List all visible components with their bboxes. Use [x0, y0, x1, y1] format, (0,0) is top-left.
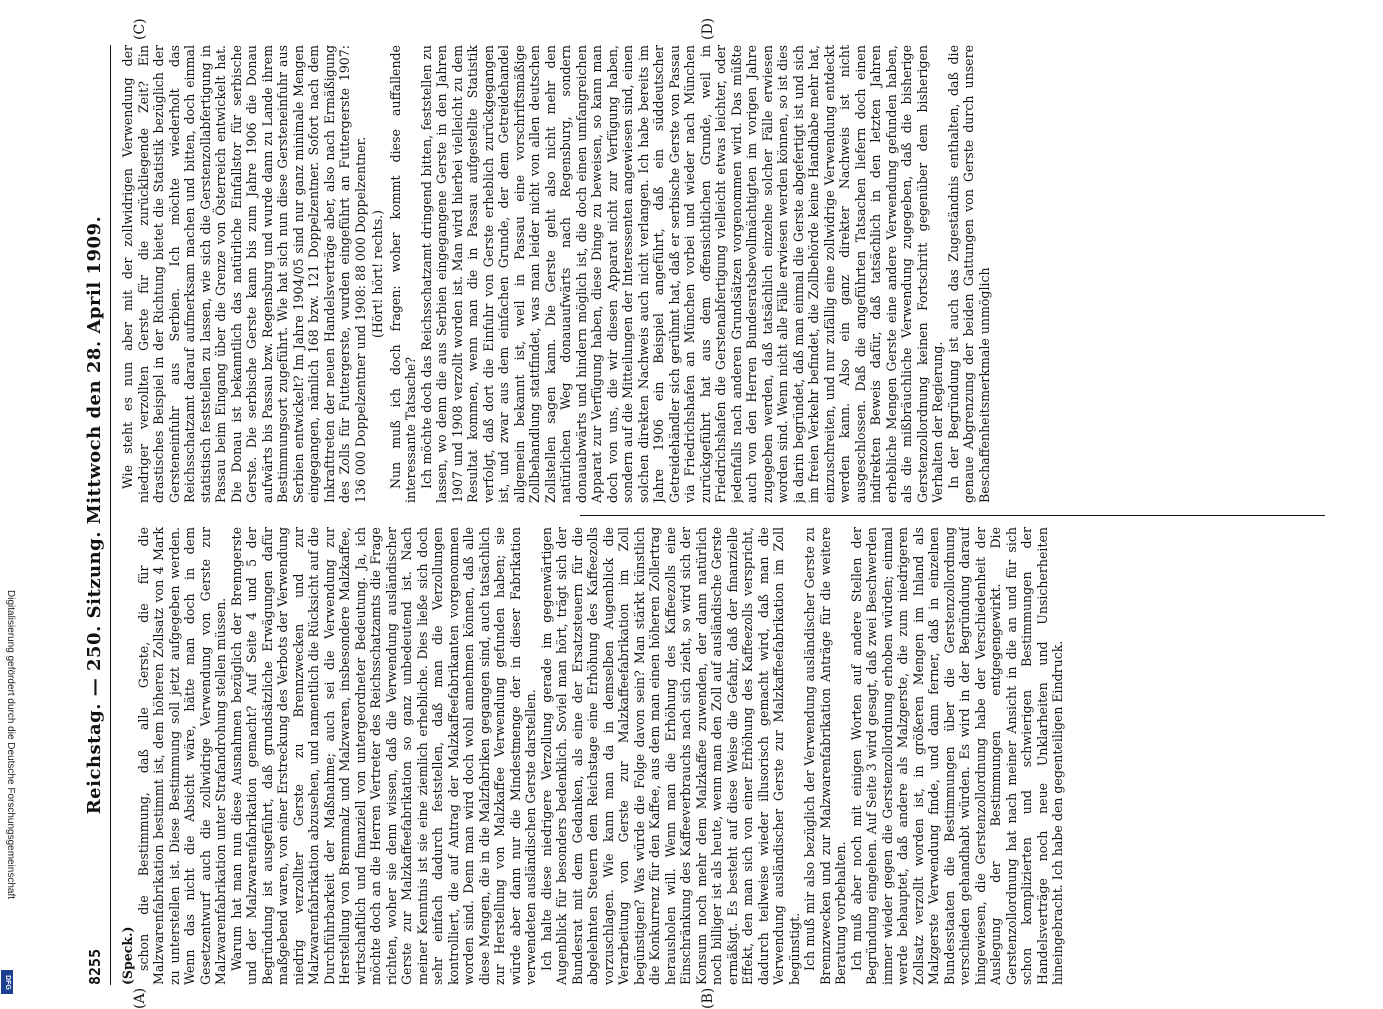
- page-number: 8255: [86, 948, 104, 985]
- margin-mark-b: (B): [700, 987, 716, 1009]
- credit-text: Digitalisierung gefördert durch die Deutsche Forschungsgemeinschaft: [5, 590, 16, 900]
- column-divider: [580, 515, 1325, 516]
- dfg-logo-icon: [1, 970, 13, 994]
- margin-mark-a: (A): [132, 987, 148, 1009]
- margin-mark-d: (D): [700, 17, 716, 40]
- right-column: [120, 45, 1325, 503]
- page-title: Reichstag. — 250. Sitzung. Mittwoch den 28. April 1909.: [84, 215, 105, 815]
- paragraph: Ich muß mir also bezüglich der Verwendung ausländischer Gerste zu Brennzwecken und zur Malzwarenfabrikation Anträge für die weitere Beratung vorbehalten.: [802, 527, 848, 985]
- left-column: [120, 527, 1325, 985]
- page-header: [80, 45, 111, 985]
- paragraph: Ich muß aber noch mit einigen Worten auf andere Stellen der Begründung eingehen. Auf Seite 3 wird gesagt, daß zwei Beschwerden immer wieder gegen die Gerstenzollordnung erhoben würden; einmal werde behauptet, daß andere als Malzgerste, die zum niedrigeren Zollsatz verzollt worden ist, in größeren Mengen im Inland als Malzgerste Verwendung finde, und dann ferner, daß in einzelnen Bundesstaaten die Bestimmungen über die Gerstenzollordnung verschieden gehandhabt würden. Es wird in der Begründung darauf hingewiesen, die Gerstenzollordnung habe der Verschiedenheit der Auslegung der Bestimmungen entgegengewirkt. Die Gerstenzollordnung hat nach meiner Ansicht in die an und für sich schon komplizierten und schwierigen Bestimmungen der Handelsverträge noch neue Unklarheiten und Unsicherheiten hineingebracht. Ich habe den gegenteiligen Eindruck.: [848, 527, 1065, 985]
- dfg-logo-text: DFG: [3, 974, 11, 990]
- document-page: [80, 17, 1330, 1009]
- paragraph: Wie steht es nun aber mit der zollwidrigen Verwendung der niedriger verzollten Gerste für die zurückliegende Zeit? Ein drastisches Beispiel in der Richtung bietet die Statistik bezüglich der Gersteneinfuhr aus Serbien. Ich möchte wiederholt das Reichsschatzamt darauf aufmerksam machen und bitten, doch einmal statistisch feststellen zu lassen, wie sich die Gerstenzollabfertigung in Passau beim Eingang über die Grenze von Österreich entwickelt hat. Die Donau ist bekanntlich das natürliche Einfallstor für serbische Gerste. Die serbische Gerste kann bis zum Jahre 1906 die Donau aufwärts bis Passau bzw. Regensburg und wurde dann zu Lande ihrem Bestimmungsort zugeführt. Wie hat sich nun diese Gersteneinfuhr aus Serbien entwickelt? Im Jahre 1904/05 sind nur ganz minimale Mengen eingegangen, nämlich 168 bzw. 121 Doppelzentner. Sofort nach dem Inkrafttreten der neuen Handelsverträge aber, also nach Ermäßigung des Zolls für Futtergerste, wurden eingeführt an Futtergerste 1907: 136 000 Doppelzentner und 1908: 88 000 Doppelzentner.: [120, 45, 368, 503]
- paragraph: Ich halte diese niedrigere Verzollung gerade im gegenwärtigen Augenblick für besonders bedenklich. Soviel man hört, trägt sich der Bundesrat mit dem Gedanken, als eine der Ersatzsteuern für die abgelehnten Steuern dem Reichstage eine Erhöhung des Kaffeezolls vorzuschlagen. Wie kann man da in demselben Augenblick die Verarbeitung von Gerste zur Malzkaffeefabrikation im Zoll begünstigen? Was würde die Folge davon sein? Man stärkt künstlich die Konkurrenz für den Kaffee, aus dem man einen höheren Zollertrag herausholen will. Wenn man die Erhöhung des Kaffeezolls eine Einschränkung des Kaffeeverbrauchs nach sich zieht, so wird sich der Konsum noch mehr dem Malzkaffee zuwenden, der dann natürlich noch billiger ist als heute, wenn man den Zoll auf ausländische Gerste ermäßigt. Es besteht auf diese Weise die Gefahr, daß der finanzielle Effekt, den man sich von einer Erhöhung des Kaffeezolls verspricht, dadurch teilweise wieder illusorisch gemacht wird, daß man die Verwendung ausländischer Gerste zur Malzkaffeefabrikation im Zoll begünstigt.: [538, 527, 802, 985]
- speaker-name: (Speck.): [120, 926, 135, 985]
- paragraph: Warum hat man nun diese Ausnahmen bezüglich der Brenngerste und der Malzwarenfabrikation gemacht? Auf Seite 4 und 5 der Begründung ist ausgeführt, daß grundsätzliche Erwägungen dafür maßgebend waren, von einer Erstreckung des Verbots der Verwendung niedrig verzollter Gerste zu Brennzwecken und zur Malzwarenfabrikation abzusehen, und namentlich die Rücksicht auf die Durchführbarkeit der Maßnahme; auch sei die Verwendung zur Herstellung von Brennmalz und Malzwaren, insbesondere Malzkaffee, wirtschaftlich und finanziell von untergeordneter Bedeutung. Ja, ich möchte doch an die Herren Vertreter des Reichsschatzamts die Frage richten, woher sie denn wissen, daß die Verwendung ausländischer Gerste zur Malzkaffeefabrikation so ganz unbedeutend ist. Nach meiner Kenntnis ist sie eine ziemlich erhebliche. Dies ließe sich doch sehr einfach dadurch feststellen, daß man die Verzollungen kontrolliert, die auf Antrag der Malzkaffeefabrikanten vorgenommen worden sind. Denn man wird doch wohl annehmen können, daß alle diese Mengen, die in die Malzfabriken gegangen sind, auch tatsächlich zur Herstellung von Malzkaffee Verwendung gefunden haben; sie würde aber dann nur die Mindestmenge der in dieser Fabrikation verwendeten ausländischen Gerste darstellen.: [228, 527, 538, 985]
- margin-mark-c: (C): [132, 18, 148, 40]
- paragraph: Nun muß ich doch fragen: woher kommt diese auffallende interessante Tatsache?: [387, 45, 418, 503]
- interjection: (Hört! hört! rechts.): [370, 209, 385, 339]
- paragraph: Ich möchte doch das Reichsschatzamt dringend bitten, feststellen zu lassen, wo denn die aus Serbien eingegangene Gerste in den Jahren 1907 und 1908 verzollt worden ist. Man wird hierbei vielleicht zu dem Resultat kommen, wenn man die in Passau aufgestellte Statistik verfolgt, daß dort die Einfuhr von Gerste erheblich zurückgegangen ist, und zwar aus dem einfachen Grunde, der dem Getreidehandel allgemein bekannt ist, weil in Passau eine vorschriftsmäßige Zollbehandlung stattfindet, was man leider nicht von allen deutschen Zollstellen sagen kann. Die Gerste geht also nicht mehr den natürlichen Weg donauaufwärts nach Regensburg, sondern donauabwärts und hindern möglich ist, die doch einen umfangreichen Apparat zur Verfügung haben, diese Dinge zu beweisen, so kann man doch von uns, die wir diesen Apparat nicht zur Verfügung haben, sondern auf die Mitteilungen der Interessenten angewiesen sind, einen solchen direkten Nachweis auch nicht verlangen. Ich habe bereits im Jahre 1906 ein Beispiel angeführt, daß ein süddeutscher Getreidehändler sich gerühmt hat, daß er serbische Gerste von Passau via Friedrichshafen an München vorbei und wieder nach München zurückgeführt hat aus dem offensichtlichen Grunde, weil in Friedrichshafen die Gerstenabfertigung vielleicht etwas leichter, oder jedenfalls nach anderen Grundsätzen vorgenommen wird. Das müßte auch von den Herren Bundesratsbevollmächtigten im vorigen Jahre zugegeben werden, daß tatsächlich einzelne solcher Fälle erwiesen worden sind. Wenn nicht alle Fälle erwiesen werden können, so ist dies ja darin begründet, daß man einmal die Gerste abgefertigt ist und sich im freien Verkehr befindet, die Zollbehörde keine Handhabe mehr hat, einzuschreiten, und nur zufällig eine zollwidrige Verwendung entdeckt werden kann. Also ein ganz direkter Nachweis ist nicht ausgeschlossen. Daß die angeführten Tatsachen liefern doch einen indirekten Beweis dafür, daß tatsächlich in den letzten Jahren erhebliche Mengen Gerste eine andere Verwendung gefunden haben, als die mißbräuchliche Verwendung zugegeben, daß die bisherige Gerstenzollordnung keinen Fortschritt gegenüber dem bisherigen Verhalten der Regierung.: [418, 45, 945, 503]
- paragraph: In der Begründung ist auch das Zugeständnis enthalten, daß die genaue Abgrenzung der beiden Gattungen von Gerste durch unsere Beschaffenheitsmerkmale unmöglich: [945, 45, 992, 503]
- paragraph: schon die Bestimmung, daß alle Gerste, die für die Malzwarenfabrikation bestimmt ist, dem höheren Zollsatz von 4 Mark zu unterstellen ist. Diese Bestimmung soll jetzt aufgegeben werden. Wenn das nicht die Absicht wäre, hätte man doch in dem Gesetzentwurf auch die zollwidrige Verwendung von Gerste zur Malzwarenfabrikation unter Strafandrohung stellen müssen.: [135, 527, 228, 985]
- digitization-credit: [4, 590, 16, 995]
